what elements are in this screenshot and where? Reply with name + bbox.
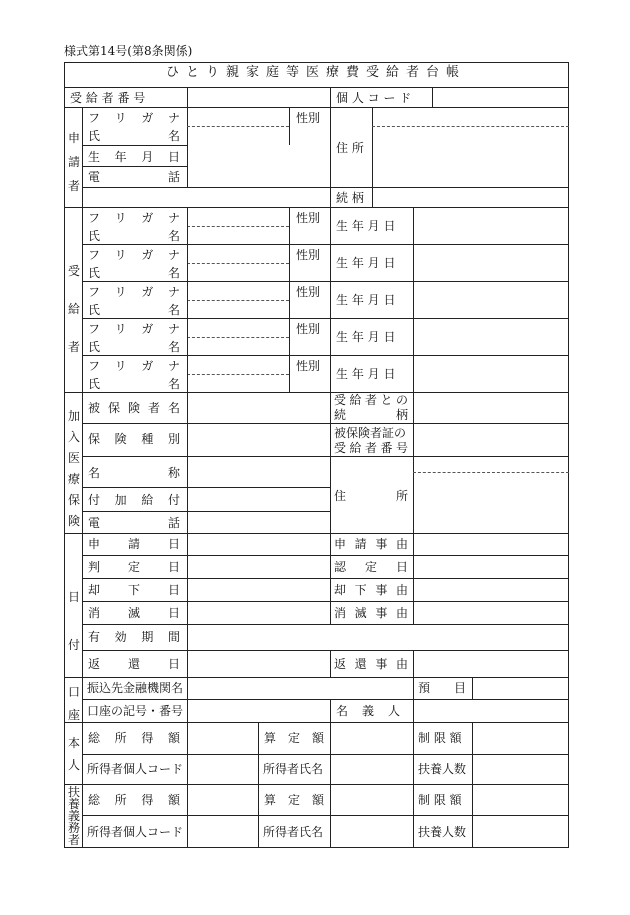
expiry-date-field[interactable] [188,602,329,623]
account-number-field[interactable] [188,700,329,721]
total-income-field[interactable] [188,785,257,814]
applicant-birthdate-char: 日 [167,150,180,164]
recipient-furigana-char: リ [114,248,127,262]
recipient-name-char: 氏 [88,377,101,391]
rule-line [330,87,331,107]
recipient-furigana [88,359,180,373]
applicant-birthdate-char: 生 [88,150,101,164]
application-date-field[interactable] [188,534,329,554]
form-number: 様式第14号(第8条関係) [64,44,193,58]
jukyusha-bango-field[interactable] [188,88,329,106]
recipient-name-char: 名 [167,377,180,391]
rule-line [82,107,83,207]
rejection-date-char: 下 [127,583,140,597]
recipient-furigana-char: フ [88,322,101,336]
applicant-address-field[interactable] [373,108,568,186]
recipient-sex-label: 性別 [296,211,321,225]
applicant-furigana-char: リ [114,111,127,125]
refund-reason [334,657,408,671]
rule-line [82,166,187,167]
applicant-relation-field[interactable] [373,188,568,206]
relation-line2-char: 続 [334,408,347,422]
applicant-furigana [88,111,180,125]
recipient-furigana-char: フ [88,359,101,373]
recipient-name [88,229,180,243]
calculated-amount-label-char: 定 [287,731,300,745]
application-reason-char: 申 [334,537,347,551]
relation-line1 [334,393,408,407]
rule-line [289,107,290,145]
earner-name-label: 所得者氏名 [263,825,324,839]
recipient-furigana-char: ガ [141,285,154,299]
additional-benefit-char: 付 [167,493,180,507]
insurance-section-label: 加 入 医 療 保 険 [67,409,80,528]
earner-code-field[interactable] [188,816,257,847]
recipient-name-char: 名 [167,229,180,243]
calculated-amount-field[interactable] [331,785,412,814]
applicant-phone [88,170,180,184]
account-holder-label-char: 名 [336,704,349,718]
total-income-label-char: 額 [167,731,180,745]
recipient-birthdate-label: 生 年 月 日 [336,293,396,307]
insurance-type-char: 保 [88,432,101,446]
refund-reason-char: 事 [375,657,388,671]
recipient-furigana-char: リ [114,359,127,373]
account-section-label: 口 座 [67,685,80,722]
rule-line [330,650,331,677]
applicant-name-char: 氏 [88,129,101,143]
recipient-birthdate-label: 生 年 月 日 [336,330,396,344]
relation-line1-char: 者 [364,393,377,407]
application-reason-char: 請 [354,537,367,551]
refund-reason-char: 由 [395,657,408,671]
recipient-furigana-char: フ [88,248,101,262]
application-reason [334,537,408,551]
relation-line1-char: 給 [349,393,362,407]
applicant-relation-label: 続 柄 [336,191,364,205]
insurer-phone-char: 話 [167,516,180,530]
insured-name-char: 者 [147,401,160,415]
recipient-name-char: 氏 [88,303,101,317]
refund-date-char: 日 [167,657,180,671]
validity-period-char: 有 [88,630,101,644]
applicant-furigana-char: ガ [141,111,154,125]
rejection-reason-field[interactable] [414,579,568,600]
expiry-date [88,606,180,620]
calculated-amount-label-char: 算 [264,793,277,807]
insured-name [88,401,180,415]
recipient-name-field[interactable] [188,227,288,243]
recipient-section-label: 受 給 者 [67,264,80,354]
insurer-name-char: 名 [88,466,101,480]
rejection-reason-char: 下 [354,583,367,597]
calculated-amount-label [264,731,324,745]
validity-period-field[interactable] [188,625,568,649]
earner-name-label: 所得者氏名 [263,762,324,776]
recipient-furigana-char: ナ [167,211,180,225]
recipient-furigana [88,211,180,225]
recipient-furigana-char: フ [88,211,101,225]
deposit-type-label-char: 目 [453,681,466,695]
recipient-furigana-char: ナ [167,285,180,299]
recipient-sex-label: 性別 [296,322,321,336]
recipient-furigana [88,285,180,299]
recipient-name-char: 氏 [88,266,101,280]
relation-line1-char: 受 [334,393,347,407]
recipient-furigana-char: リ [114,285,127,299]
recipient-furigana-field[interactable] [188,282,288,299]
kojin-code-label: 個 人 コ ー ド [336,91,412,105]
total-income-label-char: 額 [167,793,180,807]
recipient-name-char: 氏 [88,340,101,354]
expiry-reason-char: 滅 [354,606,367,620]
rejection-date-char: 日 [167,583,180,597]
limit-amount-label: 制 限 額 [418,793,462,807]
rule-line [258,722,259,848]
recipient-birthdate-field[interactable] [413,319,568,354]
expiry-reason-field[interactable] [414,602,568,623]
applicant-furigana-char: フ [88,111,101,125]
calculated-amount-label-char: 額 [311,731,324,745]
insured-name-char: 被 [88,401,101,415]
calculated-amount-label-char: 算 [264,731,277,745]
certificate-line2-char: 番 [380,441,393,455]
insured-name-char: 名 [167,401,180,415]
recipient-name [88,303,180,317]
applicant-birthdate [88,150,180,164]
insurance-type-char: 険 [114,432,127,446]
insurance-type-field[interactable] [188,424,329,455]
refund-date [88,657,180,671]
total-income-label-char: 所 [114,793,127,807]
rejection-date-char: 却 [88,583,101,597]
recipient-furigana-char: ナ [167,322,180,336]
recipient-name-char: 名 [167,303,180,317]
application-date-char: 申 [88,537,101,551]
refund-date-field[interactable] [188,651,329,676]
recipient-birthdate-label: 生 年 月 日 [336,256,396,270]
earner-code-field[interactable] [188,755,257,783]
applicant-name [88,129,180,143]
rejection-date-field[interactable] [188,579,329,600]
certificate-line2-char: 号 [395,441,408,455]
recipient-furigana-char: ガ [141,211,154,225]
expiry-reason-char: 事 [375,606,388,620]
relation-line2-char: 柄 [395,408,408,422]
calculated-amount-label [264,793,324,807]
refund-reason-field[interactable] [414,651,568,676]
applicant-birthdate-char: 月 [141,150,154,164]
bank-name-field[interactable] [188,678,412,698]
recipient-birthdate-field[interactable] [413,208,568,243]
recipient-birthdate-field[interactable] [413,245,568,280]
refund-date-char: 還 [127,657,140,671]
recipient-furigana [88,322,180,336]
validity-period-char: 期 [141,630,154,644]
rejection-reason [334,583,408,597]
rule-line [413,722,414,848]
recipient-sex-label: 性別 [296,359,321,373]
applicant-sex-label: 性別 [296,111,321,125]
certificate-line1: 被保険者証の [334,426,407,440]
total-income-label-char: 総 [88,731,101,745]
limit-amount-label: 制 限 額 [418,731,462,745]
applicant-birthdate-char: 年 [114,150,127,164]
recipient-furigana-char: リ [114,211,127,225]
relation-line1-char: の [395,393,408,407]
additional-benefit-char: 加 [114,493,127,507]
decision-date [88,560,180,574]
application-reason-char: 由 [395,537,408,551]
recipient-furigana-char: ナ [167,248,180,262]
refund-reason-char: 返 [334,657,347,671]
recipient-furigana-char: ナ [167,359,180,373]
rule-line [330,207,331,392]
insurer-address-char: 住 [334,489,347,503]
total-income-label-char: 得 [141,793,154,807]
application-date [88,537,180,551]
recipient-furigana-char: リ [114,322,127,336]
recipient-furigana-char: ガ [141,322,154,336]
recipient-name-char: 名 [167,340,180,354]
insurer-address-field[interactable] [414,473,568,532]
account-number-label: 口座の記号・番号 [87,704,184,718]
recipient-furigana-field[interactable] [188,245,288,262]
dependents-count-label: 扶養人数 [418,825,467,839]
account-holder-label-char: 義 [361,704,374,718]
recipient-furigana-char: ガ [141,359,154,373]
insurer-address [334,489,408,503]
recipient-name-char: 名 [167,266,180,280]
decision-date-char: 定 [127,560,140,574]
total-income-field[interactable] [188,723,257,753]
relation-line2 [334,408,408,422]
dates-section-label: 日 付 [67,590,80,652]
approval-date-char: 認 [334,560,347,574]
recipient-name-field[interactable] [188,301,288,317]
form-title: ひとり親家庭等医療費受給者台帳 [165,65,466,80]
deposit-type-field[interactable] [473,678,568,698]
calculated-amount-label-char: 額 [311,793,324,807]
validity-period-char: 効 [114,630,127,644]
certificate-line2 [334,441,408,455]
recipient-birthdate-label: 生 年 月 日 [336,219,396,233]
applicant-section-label: 申 請 者 [67,131,80,193]
recipient-sex-label: 性別 [296,285,321,299]
total-income-label-char: 総 [88,793,101,807]
refund-date-char: 返 [88,657,101,671]
recipient-name-char: 氏 [88,229,101,243]
limit-amount-field[interactable] [473,723,568,753]
dependents-count-field[interactable] [473,755,568,783]
certificate-line2-char: 者 [364,441,377,455]
additional-benefit-char: 付 [88,493,101,507]
account-holder-label [336,704,400,718]
expiry-date-char: 滅 [127,606,140,620]
recipient-birthdate-label: 生 年 月 日 [336,367,396,381]
rejection-reason-char: 由 [395,583,408,597]
kojin-code-field[interactable] [433,88,568,106]
earner-code-label: 所得者個人コード [87,825,184,839]
total-income-label-char: 所 [114,731,127,745]
rule-line [82,722,83,848]
rule-line [330,392,331,533]
certificate-line2-char: 受 [334,441,347,455]
insurer-name-field[interactable] [188,457,329,486]
decision-date-field[interactable] [188,556,329,577]
calculated-amount-field[interactable] [331,723,412,753]
insured-name-char: 保 [107,401,120,415]
expiry-reason [334,606,408,620]
applicant-furigana-field[interactable] [188,108,288,125]
applicant-phone-char: 話 [167,170,180,184]
certificate-line2-char: 給 [349,441,362,455]
insurance-type-char: 種 [141,432,154,446]
recipient-furigana-char: フ [88,285,101,299]
rejection-reason-char: 却 [334,583,347,597]
relation-line1-char: と [380,393,393,407]
approval-date [334,560,408,574]
account-holder-field[interactable] [414,700,568,721]
application-date-char: 請 [127,537,140,551]
applicant-name-field[interactable] [188,127,288,144]
approval-date-field[interactable] [414,556,568,577]
expiry-reason-char: 消 [334,606,347,620]
insurance-type [88,432,180,446]
recipient-sex-label: 性別 [296,248,321,262]
insurer-address-char: 所 [395,489,408,503]
rule-line [82,511,330,512]
insurer-name-char: 称 [167,466,180,480]
recipient-name [88,266,180,280]
self-section-label: 本 人 [67,736,80,772]
bank-name-label: 振込先金融機関名 [87,681,184,695]
insurer-name [88,466,180,480]
rule-line [330,107,331,207]
application-date-char: 日 [167,537,180,551]
decision-date-char: 日 [167,560,180,574]
deposit-type-label [418,681,466,695]
insured-name-field[interactable] [188,393,329,422]
earner-name-field[interactable] [331,755,412,783]
recipient-furigana-char: ガ [141,248,154,262]
rule-line [82,187,330,188]
additional-benefit [88,493,180,507]
total-income-label [88,731,180,745]
insurer-phone-char: 電 [88,516,101,530]
dependents-count-label: 扶養人数 [418,762,467,776]
recipient-name-field[interactable] [188,338,288,354]
applicant-phone-char: 電 [88,170,101,184]
rule-line [330,533,331,624]
validity-period [88,630,180,644]
additional-benefit-char: 給 [141,493,154,507]
recipient-name-field[interactable] [188,264,288,280]
deposit-type-label-char: 預 [418,681,431,695]
recipient-furigana [88,248,180,262]
rule-line [82,207,83,392]
rule-line [330,699,331,722]
limit-amount-field[interactable] [473,785,568,814]
rule-line [82,487,330,488]
application-reason-char: 事 [375,537,388,551]
decision-date-char: 判 [88,560,101,574]
refund-reason-char: 還 [354,657,367,671]
expiry-date-char: 消 [88,606,101,620]
recipient-name [88,340,180,354]
rejection-reason-char: 事 [375,583,388,597]
rule-line [413,207,414,392]
application-reason-field[interactable] [414,534,568,554]
insurer-phone [88,516,180,530]
rule-line [82,145,187,146]
approval-date-char: 日 [395,560,408,574]
recipient-furigana-field[interactable] [188,356,288,373]
account-holder-label-char: 人 [387,704,400,718]
insured-name-char: 険 [127,401,140,415]
insurance-type-char: 別 [167,432,180,446]
recipient-birthdate-field[interactable] [413,282,568,317]
validity-period-char: 間 [167,630,180,644]
recipient-name-field[interactable] [188,375,288,391]
total-income-label [88,793,180,807]
total-income-label-char: 得 [141,731,154,745]
rule-line [187,207,188,392]
applicant-address-label: 住 所 [336,141,364,155]
recipient-furigana-field[interactable] [188,319,288,336]
recipient-birthdate-field[interactable] [413,356,568,391]
approval-date-char: 定 [364,560,377,574]
expiry-date-char: 日 [167,606,180,620]
calculated-amount-label-char: 定 [287,793,300,807]
applicant-name-char: 名 [167,129,180,143]
applicant-furigana-char: ナ [167,111,180,125]
earner-name-field[interactable] [331,816,412,847]
recipient-furigana-field[interactable] [188,208,288,225]
dependent-section-label: 扶 養 義 務 者 [67,785,80,847]
recipient-name [88,377,180,391]
dependents-count-field[interactable] [473,816,568,847]
rejection-date [88,583,180,597]
expiry-reason-char: 由 [395,606,408,620]
earner-code-label: 所得者個人コード [87,762,184,776]
jukyusha-bango-label: 受 給 者 番 号 [70,91,146,105]
rule-line [289,207,290,392]
